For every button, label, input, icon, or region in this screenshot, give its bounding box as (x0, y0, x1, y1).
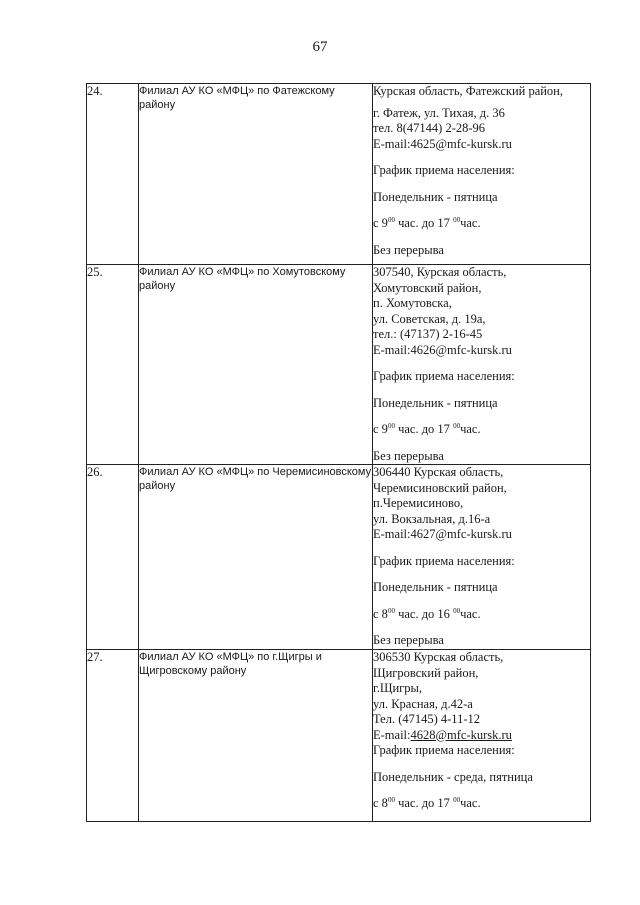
branch-contacts (373, 465, 591, 650)
schedule-days: Понедельник - пятница (373, 189, 498, 204)
email-link[interactable]: 4626@mfc-kursk.ru (410, 342, 512, 357)
branch-name: Филиал АУ КО «МФЦ» по Фатежскому району (139, 84, 373, 265)
address-line: п. Хомутовска, (373, 296, 452, 310)
break-note: Без перерыва (373, 242, 444, 257)
break-note: Без перерыва (373, 448, 444, 463)
address-line: п.Черемисиново, (373, 496, 464, 510)
address-line: г. Фатеж, ул. Тихая, д. 36 (373, 105, 505, 120)
address-line: ул. Красная, д.42-а (373, 696, 473, 711)
address-line: Курская область, Фатежский район, (373, 84, 563, 98)
table-row (87, 265, 591, 465)
address-line: г.Щигры, (373, 681, 423, 695)
row-number: 26. (87, 465, 139, 650)
page-number: 67 (312, 39, 328, 55)
email-line: E-mail:4627@mfc-kursk.ru (373, 527, 512, 541)
schedule-days: Понедельник - пятница (373, 580, 498, 594)
break-note: Без перерыва (373, 633, 444, 647)
schedule-hours: с $8^{00}$ час. до 16 $^{00}$час. (373, 606, 481, 621)
branch-contacts (373, 84, 591, 265)
schedule-days: Понедельник - пятница (373, 395, 498, 410)
branch-name: Филиал АУ КО «МФЦ» по г.Щигры и Щигровскому району (139, 650, 373, 822)
schedule-days: Понедельник - среда, пятница (373, 769, 533, 784)
email-line: E-mail:4626@mfc-kursk.ru (373, 342, 512, 357)
email-link[interactable]: 4625@mfc-kursk.ru (410, 136, 512, 151)
address-line: Черемисиновский район, (373, 480, 507, 495)
phone: тел.: (47137) 2-16-45 (373, 327, 483, 341)
schedule-title: График приема населения: (373, 163, 515, 177)
address-line: 306440 Курская область, (373, 465, 504, 479)
row-number: 24. (87, 84, 139, 265)
schedule-hours: с $9^{00}$ час. до 17 $^{00}$час. (373, 422, 481, 436)
schedule-hours: с $8^{00}$ час. до 17 $^{00}$час. (373, 796, 481, 810)
address-line: Щигровский район, (373, 665, 479, 680)
address-line: ул. Советская, д. 19а, (373, 311, 486, 326)
schedule-title: График приема населения: (373, 743, 515, 757)
branch-contacts (373, 650, 591, 822)
table-row (87, 465, 591, 650)
phone: тел. 8(47144) 2-28-96 (373, 121, 486, 135)
email-line: E-mail:4628@mfc-kursk.ru (373, 727, 512, 742)
email-line: E-mail:4625@mfc-kursk.ru (373, 136, 512, 151)
email-link[interactable]: 4628@mfc-kursk.ru (410, 727, 512, 742)
branch-name: Филиал АУ КО «МФЦ» по Хомутовскому району (139, 265, 373, 465)
branch-name: Филиал АУ КО «МФЦ» по Черемисиновскому району (139, 465, 373, 650)
phone: Тел. (47145) 4-11-12 (373, 712, 481, 726)
branch-table (86, 83, 591, 822)
row-number: 25. (87, 265, 139, 465)
email-link[interactable]: 4627@mfc-kursk.ru (410, 527, 512, 541)
row-number: 27. (87, 650, 139, 822)
schedule-title: График приема населения: (373, 553, 515, 568)
address-line: 307540, Курская область, (373, 265, 507, 279)
table-row (87, 650, 591, 822)
schedule-hours: с $9^{00}$ час. до 17 $^{00}$час. (373, 216, 481, 230)
address-line: Хомутовский район, (373, 280, 482, 295)
table-row (87, 84, 591, 265)
address-line: 306530 Курская область, (373, 650, 504, 664)
address-line: ул. Вокзальная, д.16-а (373, 511, 491, 526)
branch-contacts (373, 265, 591, 465)
schedule-title: График приема населения: (373, 369, 515, 383)
